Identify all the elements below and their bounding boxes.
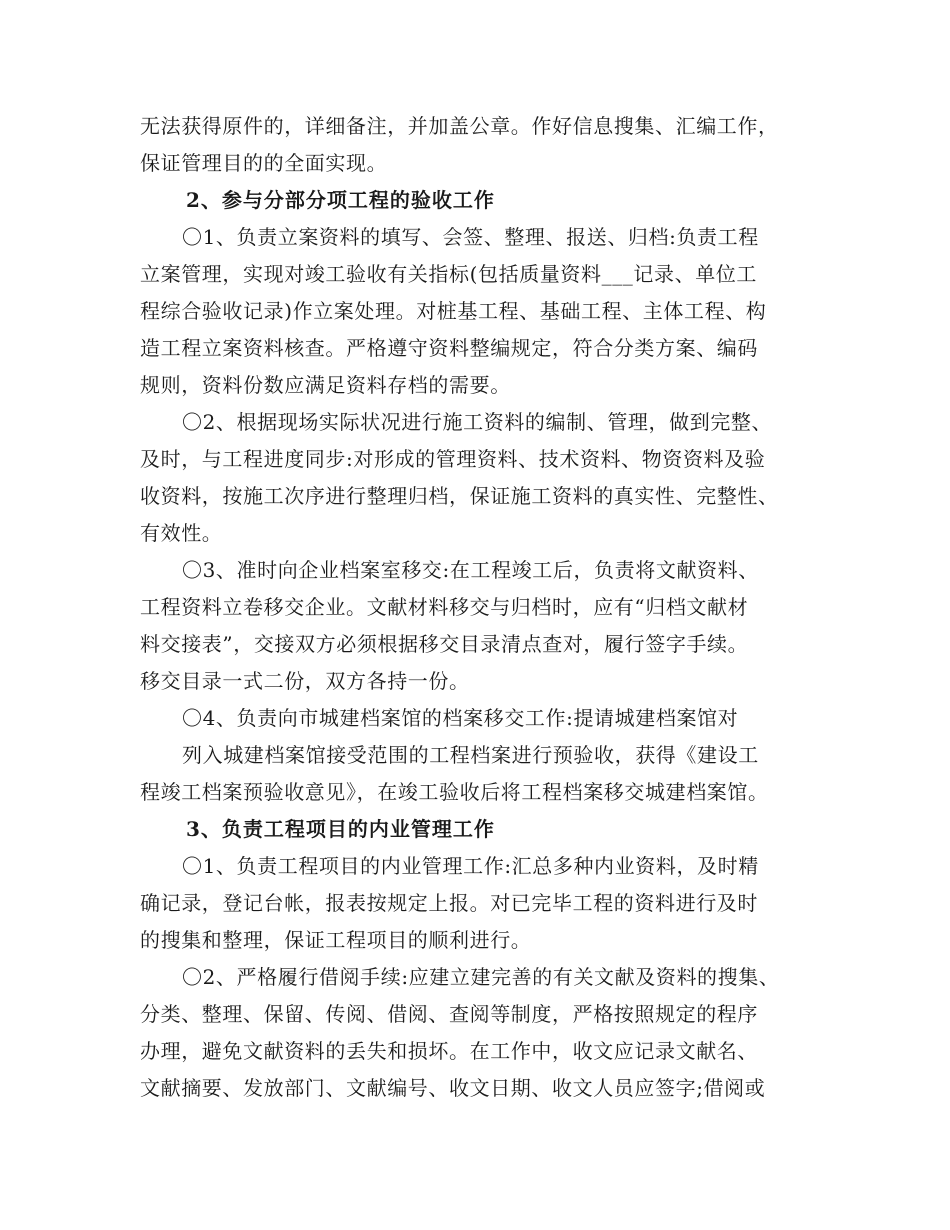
body-text-line: 有效性。: [140, 521, 223, 545]
body-text-line: 文献摘要、发放部门、文献编号、收文日期、收文人员应签字;借阅或: [140, 1076, 766, 1100]
document-page: [140, 108, 830, 1107]
body-text-line: 立案管理，实现对竣工验收有关指标(包括质量资料___记录、单位工: [140, 262, 758, 286]
body-text-line: 程竣工档案预验收意见》，在竣工验收后将工程档案移交城建档案馆。: [140, 780, 769, 804]
body-text-line: 无法获得原件的，详细备注，并加盖公章。作好信息搜集、汇编工作，: [140, 114, 779, 138]
body-text-line: 造工程立案资料核查。严格遵守资料整编规定，符合分类方案、编码: [140, 336, 758, 360]
section-heading: 3、负责工程项目的内业管理工作: [186, 817, 495, 841]
body-text-line: 保证管理目的的全面实现。: [140, 151, 388, 175]
body-text-line: 分类、整理、保留、传阅、借阅、查阅等制度，严格按照规定的程序: [140, 1002, 758, 1026]
body-text-line: 移交目录一式二份，双方各持一份。: [140, 669, 470, 693]
paragraph-first-line: 〇2、严格履行借阅手续:应建立建完善的有关文献及资料的搜集、: [182, 965, 780, 989]
body-text-line: 确记录，登记台帐，报表按规定上报。对已完毕工程的资料进行及时: [140, 891, 758, 915]
paragraph-first-line: 〇1、负责工程项目的内业管理工作:汇总多种内业资料，及时精: [182, 854, 759, 878]
body-text-line: 列入城建档案馆接受范围的工程档案进行预验收，获得《建设工: [182, 743, 759, 767]
body-text-line: 办理，避免文献资料的丢失和损坏。在工作中，收文应记录文献名、: [140, 1039, 758, 1063]
paragraph-first-line: 〇4、负责向市城建档案馆的档案移交工作:提请城建档案馆对: [182, 706, 739, 730]
paragraph-first-line: 〇2、根据现场实际状况进行施工资料的编制、管理，做到完整、: [182, 410, 773, 434]
paragraph-first-line: 〇1、负责立案资料的填写、会签、整理、报送、归档:负责工程: [182, 225, 759, 249]
body-text-line: 工程资料立卷移交企业。文献材料移交与归档时，应有“归档文献材: [140, 595, 749, 619]
body-text-line: 及时，与工程进度同步:对形成的管理资料、技术资料、物资资料及验: [140, 447, 766, 471]
body-text-line: 收资料，按施工次序进行整理归档，保证施工资料的真实性、完整性、: [140, 484, 779, 508]
body-text-line: 程综合验收记录)作立案处理。对桩基工程、基础工程、主体工程、构: [140, 299, 767, 323]
body-text-line: 的搜集和整理，保证工程项目的顺利进行。: [140, 928, 532, 952]
body-text-line: 料交接表”，交接双方必须根据移交目录清点查对，履行签字手续。: [140, 632, 749, 656]
section-heading: 2、参与分部分项工程的验收工作: [186, 188, 495, 212]
paragraph-first-line: 〇3、准时向企业档案室移交:在工程竣工后，负责将文献资料、: [182, 558, 759, 582]
body-text-line: 规则，资料份数应满足资料存档的需要。: [140, 373, 511, 397]
